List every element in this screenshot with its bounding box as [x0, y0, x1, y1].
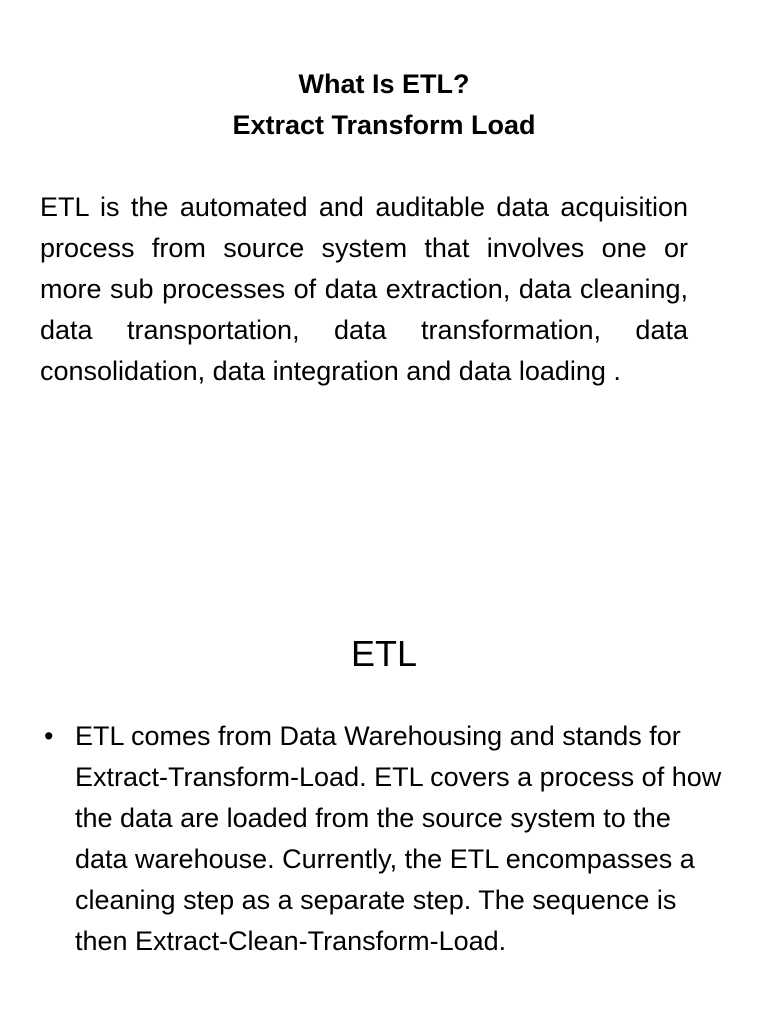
bullet-text: ETL comes from Data Warehousing and stands for Extract-Transform-Load. ETL covers a process of how the data are loaded from the source system to the data warehouse. Currently, the ETL encompasses a cleaning step as a separate step. The sequence is then Extract-Clean-Transform-Load. — [75, 721, 722, 956]
bullet-item — [40, 716, 730, 962]
definition-paragraph: ETL is the automated and auditable data acquisition process from source system that involves one or more sub processes of data extraction, data cleaning, data transportation, data transformation, data consolidation, data integration and data loading . — [40, 192, 688, 386]
bullet-marker-icon: • — [44, 721, 54, 751]
slide-title — [0, 64, 768, 146]
slide-etl — [0, 512, 768, 1024]
title-line-2: Extract Transform Load — [232, 110, 536, 140]
title-line-1: What Is ETL? — [298, 69, 470, 99]
slide-heading: ETL — [350, 633, 418, 674]
bullet-list — [40, 716, 730, 962]
